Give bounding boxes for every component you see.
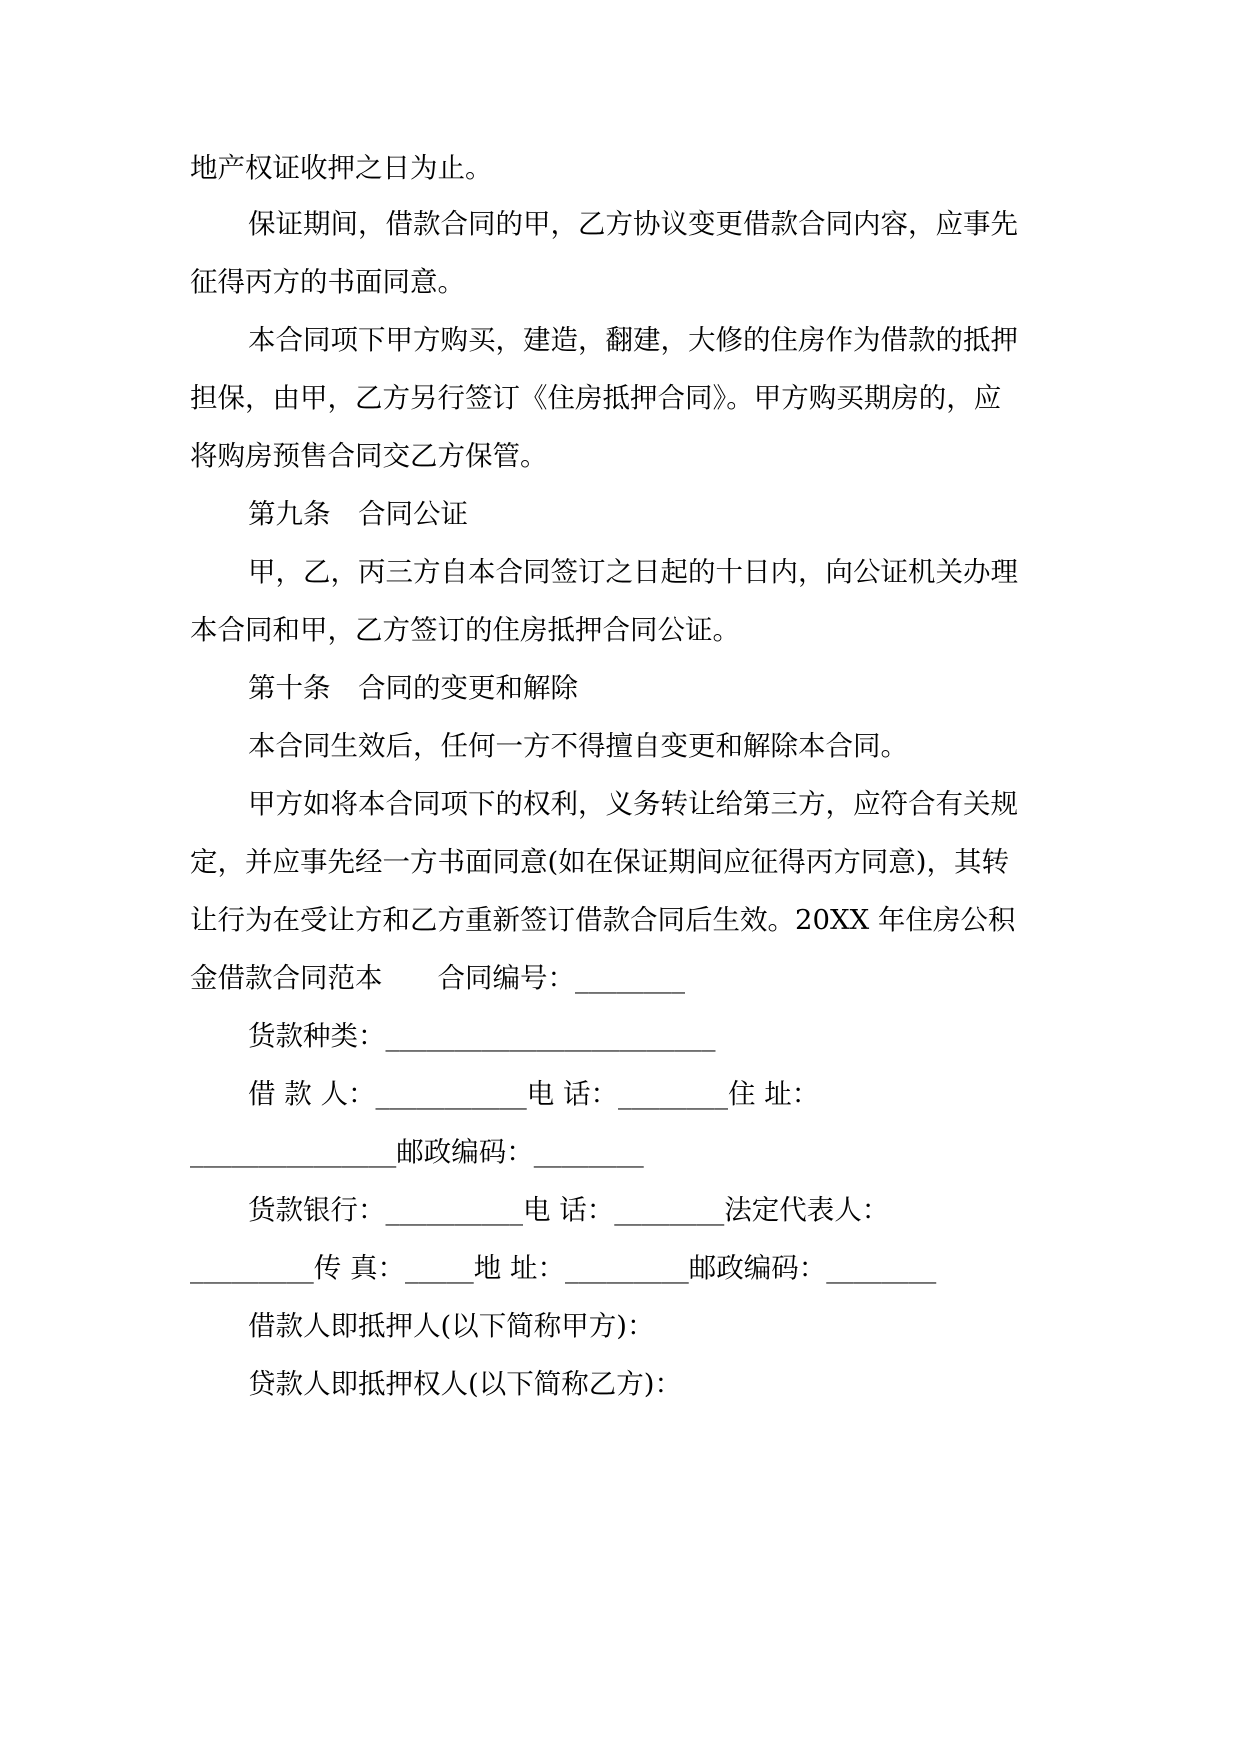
text-line-12: 甲方如将本合同项下的权利，义务转让给第三方，应符合有关规 [248,788,1018,820]
text-line-13: 定，并应事先经一方书面同意(如在保证期间应征得丙方同意)，其转 [190,846,1009,878]
text-line-14: 让行为在受让方和乙方重新签订借款合同后生效。20XX 年住房公积 [190,904,1016,936]
article-9-heading: 第九条 合同公证 [248,498,468,530]
text-line-5: 担保，由甲，乙方另行签订《住房抵押合同》。甲方购买期房的，应 [190,382,1002,414]
party-a-line: 借款人即抵押人(以下简称甲方)： [248,1310,655,1342]
borrower-line: 借 款 人：___________电 话：________住 址： [248,1078,820,1110]
lender-bank-line: 货款银行：__________电 话：________法定代表人： [248,1194,890,1226]
borrower-postcode-line: _______________邮政编码：________ [190,1136,644,1168]
text-line-1: 地产权证收押之日为止。 [190,152,493,184]
loan-type-line: 货款种类：________________________ [248,1020,716,1052]
party-b-line: 贷款人即抵押权人(以下简称乙方)： [248,1368,682,1400]
text-line-4: 本合同项下甲方购买，建造，翻建，大修的住房作为借款的抵押 [248,324,1018,356]
text-line-6: 将购房预售合同交乙方保管。 [190,440,548,472]
text-line-3: 征得丙方的书面同意。 [190,266,465,298]
text-line-2: 保证期间，借款合同的甲，乙方协议变更借款合同内容，应事先 [248,208,1018,240]
contract-number-line: 金借款合同范本 合同编号：________ [190,962,685,994]
lender-contact-line: _________传 真：_____地 址：_________邮政编码：________ [190,1252,937,1284]
text-line-8: 甲，乙，丙三方自本合同签订之日起的十日内，向公证机关办理 [248,556,1018,588]
text-line-9: 本合同和甲，乙方签订的住房抵押合同公证。 [190,614,740,646]
article-10-heading: 第十条 合同的变更和解除 [248,672,578,704]
text-line-11: 本合同生效后，任何一方不得擅自变更和解除本合同。 [248,730,908,762]
